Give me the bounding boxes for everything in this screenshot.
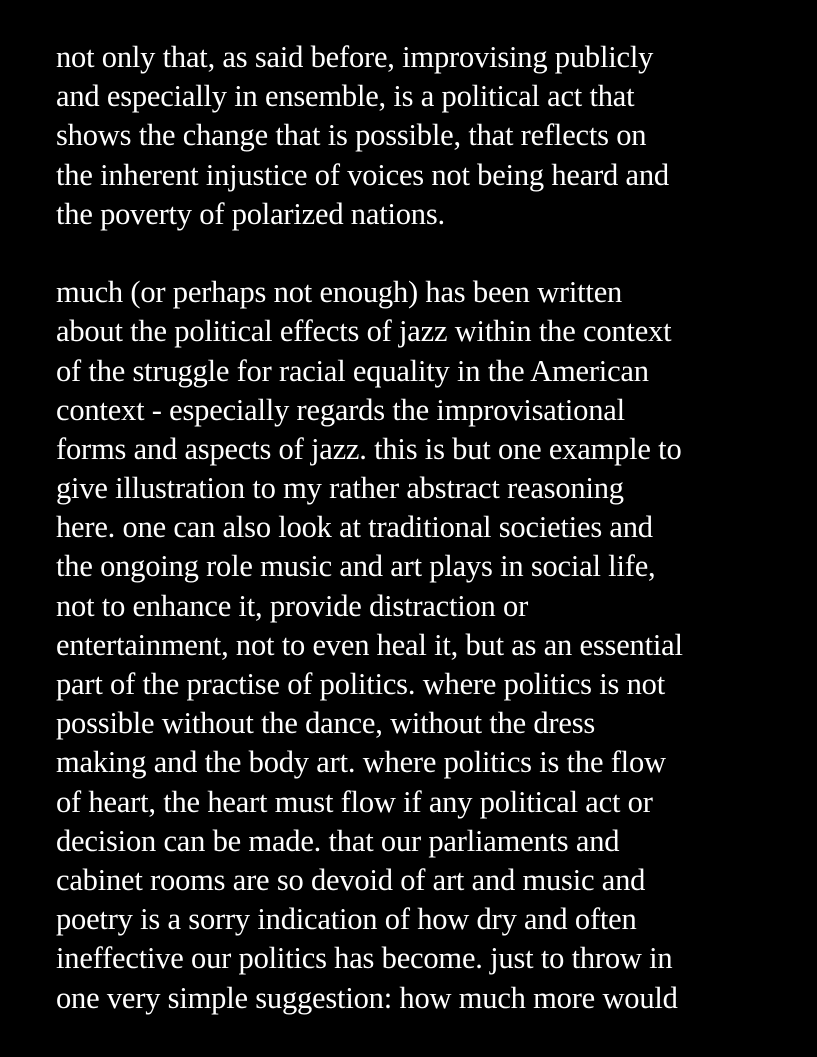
text-line: give illustration to my rather abstract reasoning [56, 471, 624, 506]
text-line: making and the body art. where politics is the flow [56, 745, 666, 780]
document-text [56, 38, 796, 1018]
text-line: the poverty of polarized nations. [56, 196, 445, 231]
text-line: of the struggle for racial equality in the American [56, 353, 649, 388]
text-line: entertainment, not to even heal it, but as an essential [56, 627, 683, 662]
text-line: context - especially regards the improvisational [56, 392, 625, 427]
text-line: not only that, as said before, improvising publicly [56, 40, 654, 74]
text-line: one very simple suggestion: how much more would [56, 980, 678, 1015]
paragraph-spacer [56, 234, 796, 273]
text-line: the ongoing role music and art plays in social life, [56, 549, 656, 584]
text-line: of heart, the heart must flow if any political act or [56, 784, 653, 819]
paragraph-2 [56, 273, 796, 1018]
text-line: ineffective our politics has become. just to throw in [56, 941, 673, 976]
text-line: cabinet rooms are so devoid of art and music and [56, 862, 646, 897]
text-line: about the political effects of jazz within the context [56, 314, 672, 349]
text-line: part of the practise of politics. where politics is not [56, 667, 666, 701]
text-line: poetry is a sorry indication of how dry and often [56, 902, 637, 937]
text-line: possible without the dance, without the dress [56, 706, 596, 741]
text-line: and especially in ensemble, is a political act that [56, 79, 635, 114]
text-line: not to enhance it, provide distraction or [56, 588, 529, 623]
text-line: forms and aspects of jazz. this is but one example to [56, 431, 682, 466]
text-line: much (or perhaps not enough) has been written [56, 275, 623, 310]
paragraph-1 [56, 38, 796, 234]
text-line: decision can be made. that our parliaments and [56, 823, 620, 858]
text-line: here. one can also look at traditional societies and [56, 510, 653, 545]
text-line: the inherent injustice of voices not being heard and [56, 157, 669, 192]
text-line: shows the change that is possible, that reflects on [56, 118, 647, 153]
